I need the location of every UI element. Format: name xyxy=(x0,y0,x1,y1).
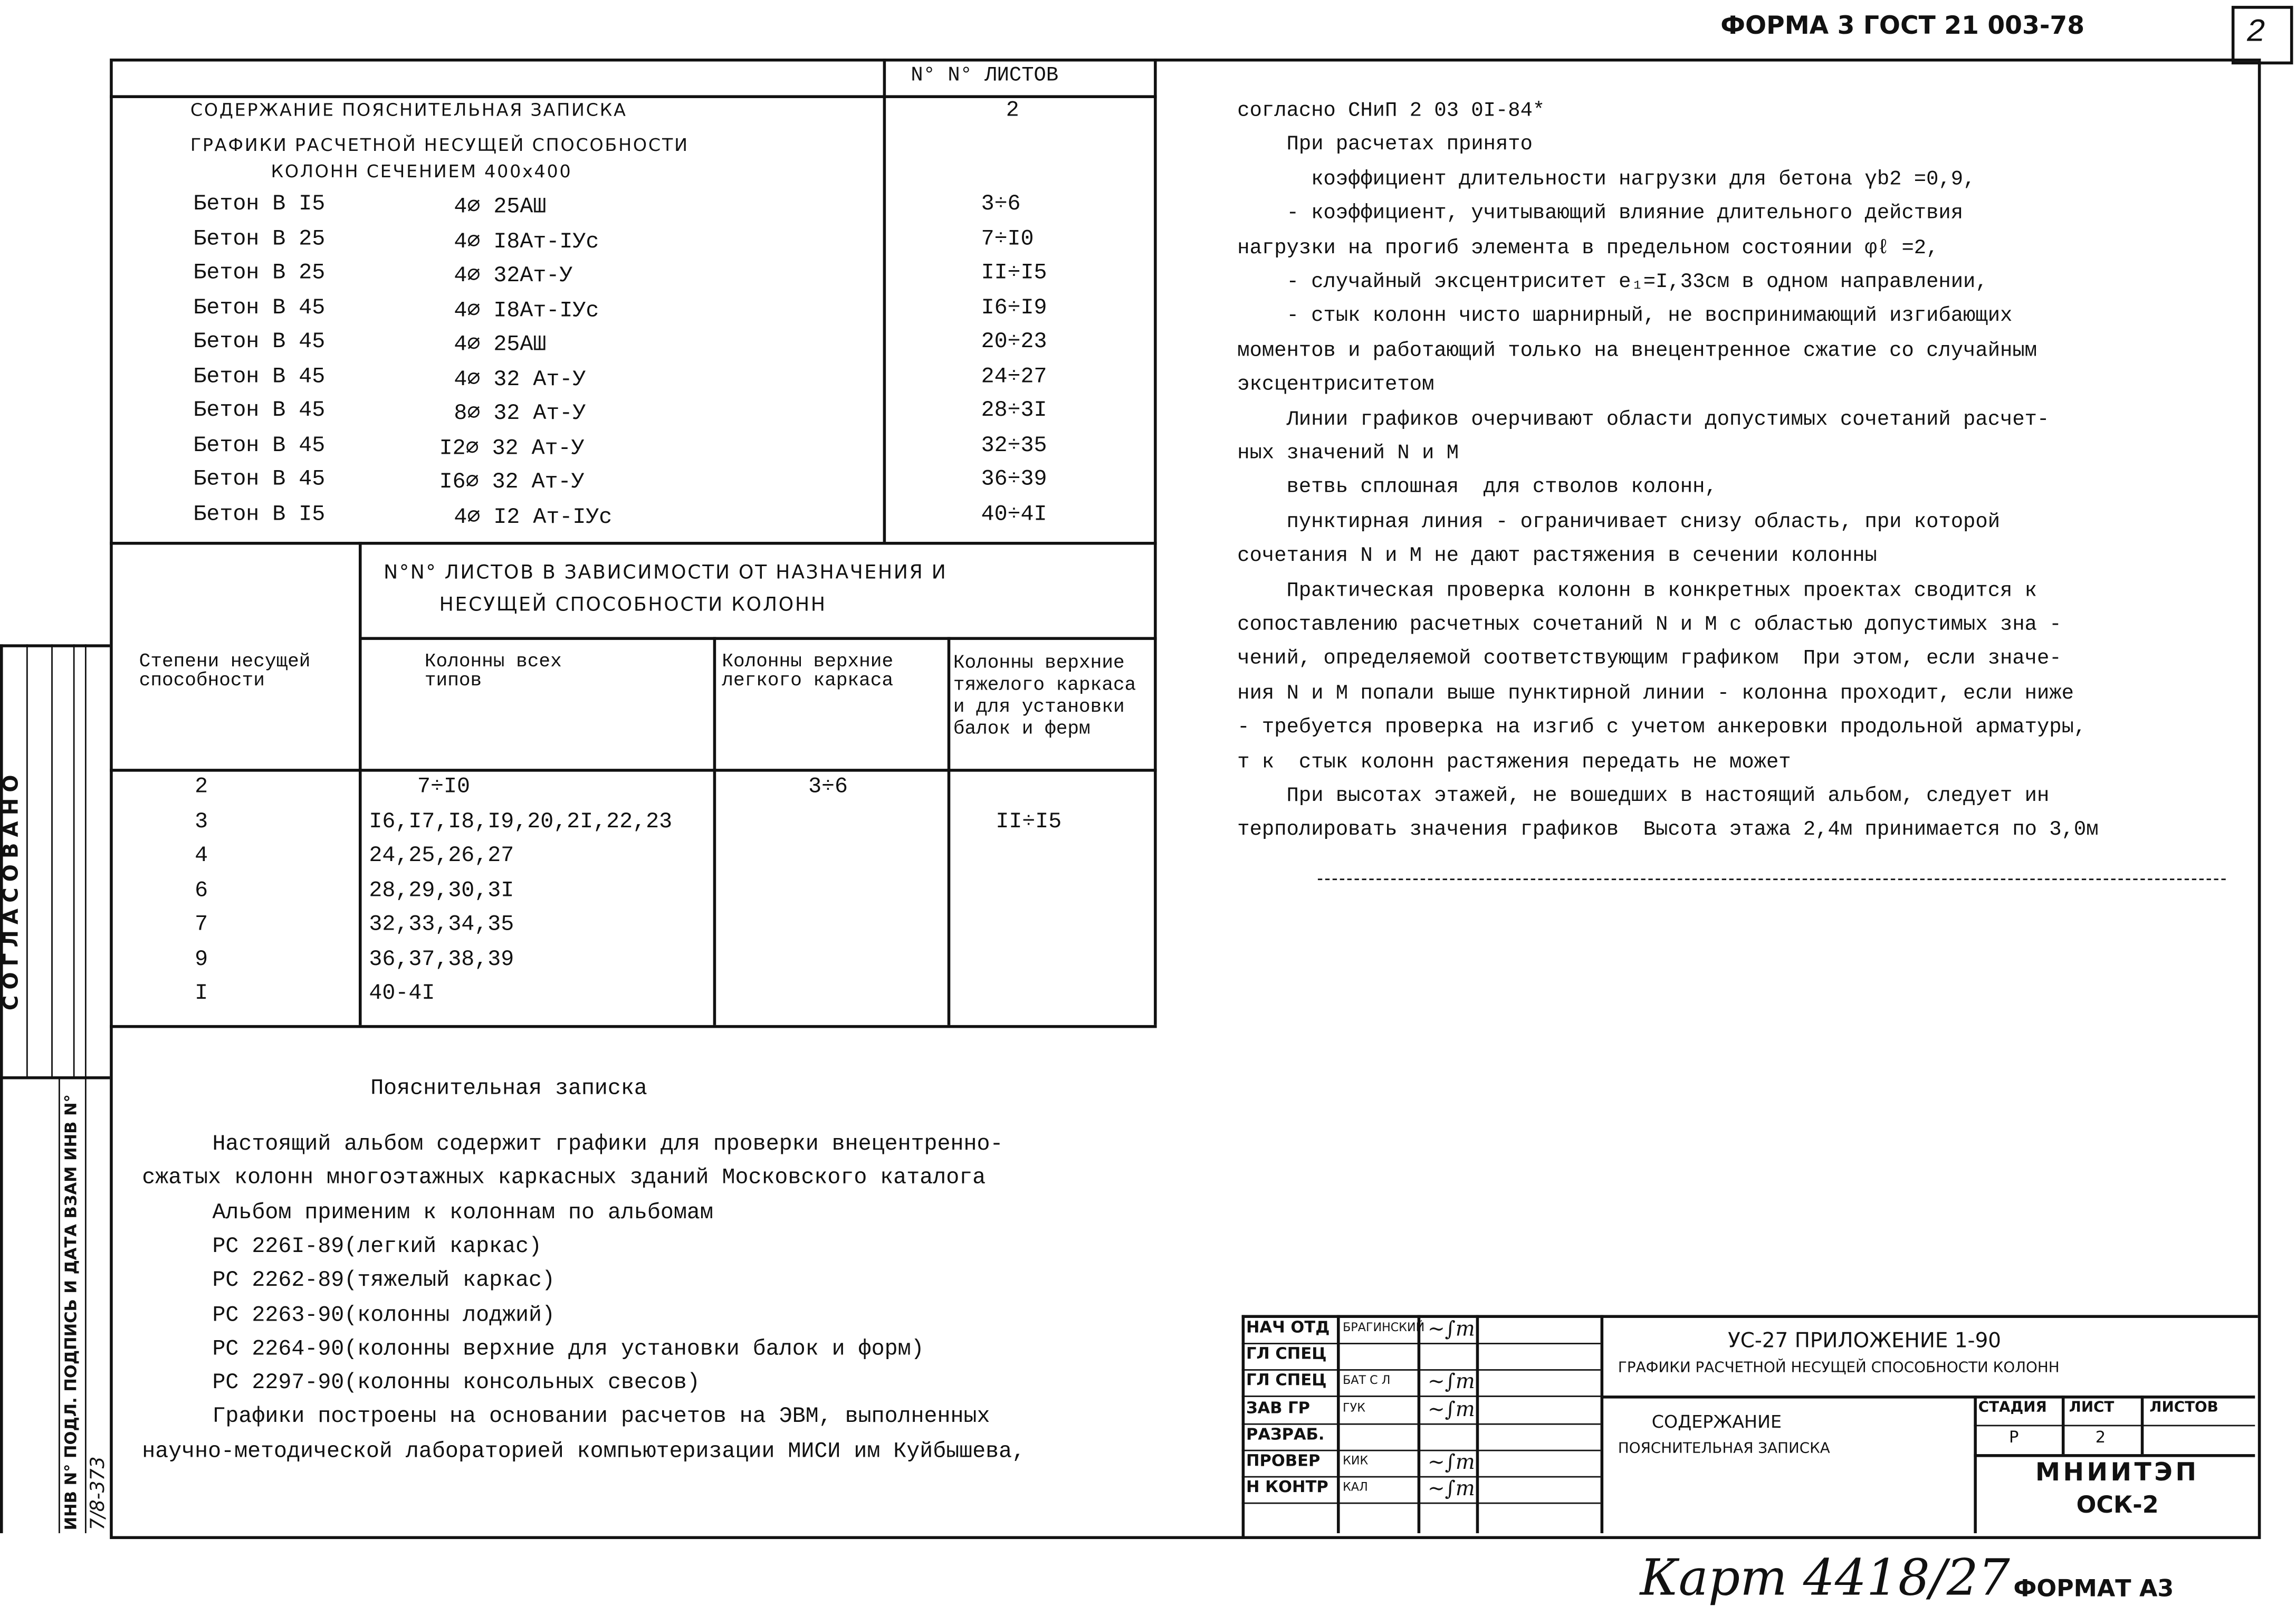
notes-line: согласно СНиП 2 03 0I-84* xyxy=(1237,99,1545,123)
project-code: УС-27 ПРИЛОЖЕНИЕ 1-90 xyxy=(1728,1330,2002,1353)
notes-line: сочетания N и M не дают растяжения в сечении колонны xyxy=(1237,545,1877,569)
notes-line: ных значений N и M xyxy=(1237,442,1459,466)
all-types-sheets: 24,25,26,27 xyxy=(369,843,514,868)
role-label: РАЗРАБ. xyxy=(1246,1424,1325,1444)
rebar-spec: 4⌀ 25АШ xyxy=(454,332,547,358)
note-line: РС 2263-90(колонны лоджий) xyxy=(212,1302,556,1327)
contents-row-title: СОДЕРЖАНИЕ ПОЯСНИТЕЛЬНАЯ ЗАПИСКА xyxy=(190,99,627,120)
sheet-corner-number: 2 xyxy=(2246,14,2266,52)
stage-label: СТАДИЯ xyxy=(1978,1400,2047,1416)
signatory-name: КИК xyxy=(1343,1454,1369,1468)
sheet-range: 20÷23 xyxy=(981,329,1047,355)
note-line: РС 2264-90(колонны верхние для установки балок и форм) xyxy=(212,1336,924,1362)
note-line: РС 2262-89(тяжелый каркас) xyxy=(212,1268,556,1294)
sheet-range: II÷I5 xyxy=(981,261,1047,286)
rebar-spec: 4⌀ 32 Ат-У xyxy=(454,367,586,392)
notes-line: ветвь сплошная для стволов колонн, xyxy=(1237,476,1717,500)
concrete-class: Бетон В 25 xyxy=(193,261,326,286)
notes-line: сопоставлению расчетных сочетаний N и M с областью допустимых зна - xyxy=(1237,613,2062,637)
concrete-class: Бетон В 25 xyxy=(193,226,326,251)
role-label: ГЛ СПЕЦ xyxy=(1246,1344,1327,1364)
role-label: Н КОНТР xyxy=(1246,1478,1328,1497)
rebar-spec: 4⌀ I8Ат-IУс xyxy=(454,229,599,254)
sheet-title-line2: ПОЯСНИТЕЛЬНАЯ ЗАПИСКА xyxy=(1618,1441,1830,1457)
approved-stamp: СОГЛАСОВАНО xyxy=(0,769,24,1011)
rebar-spec: 4⌀ 25АШ xyxy=(454,195,547,220)
capacity-degree: 6 xyxy=(195,877,208,903)
signature: ~∫m xyxy=(1428,1398,1475,1421)
header-heavy-frame: Колонны верхние тяжелого каркаса и для установки балок и ферм xyxy=(953,652,1136,740)
header-light-frame: Колонны верхние легкого каркаса xyxy=(722,650,894,692)
rebar-spec: 4⌀ I8Ат-IУс xyxy=(454,298,599,323)
notes-line: - коэффициент, учитывающий влияние длительного действия xyxy=(1237,202,1964,226)
rebar-spec: 4⌀ I2 Ат-IУс xyxy=(454,504,613,530)
sheets-column-header: N° N° ЛИСТОВ xyxy=(911,64,1059,88)
note-line: научно-методической лабораторией компьютеризации МИСИ им Куйбышева, xyxy=(142,1439,1026,1464)
note-line: РС 226I-89(легкий каркас) xyxy=(212,1234,542,1259)
sheet-value: 2 xyxy=(2095,1428,2106,1447)
notes-line: - требуется проверка на изгиб с учетом анкеровки продольной арматуры, xyxy=(1237,716,2087,740)
note-line: Графики построены на основании расчетов на ЭВМ, выполненных xyxy=(212,1404,990,1430)
notes-line: пунктирная линия - ограничивает снизу область, при которой xyxy=(1237,511,2001,534)
concrete-class: Бетон В 45 xyxy=(193,329,326,355)
concrete-class: Бетон В 45 xyxy=(193,398,326,424)
notes-line: При расчетах принято xyxy=(1237,133,1533,158)
note-title: Пояснительная записка xyxy=(370,1076,647,1102)
notes-line: Практическая проверка колонн в конкретных проектах сводится к xyxy=(1237,579,2037,603)
inventory-number: 7/8-373 xyxy=(88,1456,110,1531)
archive-number: Карт 4418/27 xyxy=(1640,1549,2010,1608)
sheet-range: 32÷35 xyxy=(981,433,1047,458)
stage-value: Р xyxy=(2008,1428,2019,1447)
notes-line: нагрузки на прогиб элемента в предельном состоянии φℓ =2, xyxy=(1237,236,1939,260)
sheet-range: 24÷27 xyxy=(981,364,1047,389)
note-line: РС 2297-90(колонны консольных свесов) xyxy=(212,1371,700,1396)
capacity-table-title-2: НЕСУЩЕЙ СПОСОБНОСТИ КОЛОНН xyxy=(439,594,827,617)
notes-line: терполировать значения графиков Высота этажа 2,4м принимается по 3,0м xyxy=(1237,819,2099,843)
light-frame-sheets: 3÷6 xyxy=(808,775,848,800)
sheets-label: ЛИСТОВ xyxy=(2149,1400,2218,1416)
inventory-column-label: ИНВ N° ПОДЛ. ПОДПИСЬ И ДАТА ВЗАМ ИНВ N° xyxy=(61,1094,81,1531)
notes-line: - случайный эксцентриситет e₁=I,33см в одном направлении, xyxy=(1237,271,1988,294)
contents-row-sheets: 2 xyxy=(1006,98,1019,123)
sheet-label: ЛИСТ xyxy=(2069,1400,2115,1416)
concrete-class: Бетон В I5 xyxy=(193,501,326,527)
capacity-degree: 3 xyxy=(195,809,208,834)
sheet-corner-box xyxy=(2232,6,2293,64)
signatory-name: ГУК xyxy=(1343,1401,1365,1415)
sheet-range: 28÷3I xyxy=(981,398,1047,424)
concrete-class: Бетон В 45 xyxy=(193,295,326,320)
all-types-sheets: 7÷I0 xyxy=(417,775,470,800)
signature: ~∫m xyxy=(1428,1451,1475,1475)
concrete-class: Бетон В 45 xyxy=(193,433,326,458)
signatory-name: БАТ С Л xyxy=(1343,1374,1391,1388)
format-label: ФОРМАТ А3 xyxy=(2013,1574,2174,1602)
capacity-degree: 9 xyxy=(195,947,208,972)
capacity-degree: 4 xyxy=(195,843,208,868)
concrete-class: Бетон В 45 xyxy=(193,467,326,492)
concrete-class: Бетон В I5 xyxy=(193,192,326,217)
note-line: Настоящий альбом содержит графики для проверки внецентренно- xyxy=(212,1132,1003,1157)
capacity-degree: 7 xyxy=(195,912,208,938)
form-label: ФОРМА 3 ГОСТ 21 003-78 xyxy=(1720,12,2085,41)
header-degree: Степени несущей способности xyxy=(139,650,311,692)
signatory-name: КАЛ xyxy=(1343,1480,1368,1494)
organization: МНИИТЭП xyxy=(2035,1458,2199,1488)
concrete-class: Бетон В 45 xyxy=(193,364,326,389)
sheet-range: 40÷4I xyxy=(981,501,1047,527)
rebar-spec: 4⌀ 32Ат-У xyxy=(454,263,573,289)
notes-line: коэффициент длительности нагрузки для бетона γb2 =0,9, xyxy=(1237,168,1976,192)
all-types-sheets: I6,I7,I8,I9,20,2I,22,23 xyxy=(369,809,673,834)
sheet-range: 36÷39 xyxy=(981,467,1047,492)
notes-line: ния N и M попали выше пунктирной линии - колонна проходит, если ниже xyxy=(1237,682,2074,706)
role-label: ПРОВЕР xyxy=(1246,1451,1321,1470)
sheet-range: 3÷6 xyxy=(981,192,1021,217)
rebar-spec: I6⌀ 32 Ат-У xyxy=(439,470,585,495)
capacity-degree: 2 xyxy=(195,775,208,800)
role-label: ГЛ СПЕЦ xyxy=(1246,1371,1327,1391)
all-types-sheets: 32,33,34,35 xyxy=(369,912,514,938)
rebar-spec: 8⌀ 32 Ат-У xyxy=(454,401,586,426)
notes-line: - стык колонн чисто шарнирный, не воспринимающий изгибающих xyxy=(1237,305,2013,329)
contents-row-title: КОЛОНН СЕЧЕНИЕМ 400х400 xyxy=(271,161,572,182)
header-all-types: Колонны всех типов xyxy=(424,650,562,692)
notes-line: моментов и работающий только на внецентренное сжатие со случайным xyxy=(1237,339,2037,363)
heavy-frame-sheets: II÷I5 xyxy=(996,809,1062,834)
all-types-sheets: 28,29,30,3I xyxy=(369,877,514,903)
sheet-title-line1: СОДЕРЖАНИЕ xyxy=(1651,1411,1782,1432)
notes-line: чений, определяемой соответствующим графиком При этом, если значе- xyxy=(1237,647,2062,672)
signatory-name: БРАГИНСКИЙ xyxy=(1343,1321,1425,1334)
all-types-sheets: 36,37,38,39 xyxy=(369,947,514,972)
sheet-range: 7÷I0 xyxy=(981,226,1034,251)
sheet-range: I6÷I9 xyxy=(981,295,1047,320)
note-line: Альбом применим к колоннам по альбомам xyxy=(212,1200,713,1225)
rebar-spec: I2⌀ 32 Ат-У xyxy=(439,435,585,461)
project-subtitle: ГРАФИКИ РАСЧЕТНОЙ НЕСУЩЕЙ СПОСОБНОСТИ КОЛОНН xyxy=(1618,1360,2060,1377)
drawing-code: ОСК-2 xyxy=(2076,1490,2159,1519)
role-label: НАЧ ОТД xyxy=(1246,1317,1330,1337)
contents-row-title: ГРАФИКИ РАСЧЕТНОЙ НЕСУЩЕЙ СПОСОБНОСТИ xyxy=(190,135,689,156)
notes-line: Линии графиков очерчивают области допустимых сочетаний расчет- xyxy=(1237,408,2050,432)
notes-line: При высотах этажей, не вошедших в настоящий альбом, следует ин xyxy=(1237,785,2050,809)
notes-line: т к стык колонн растяжения передать не может xyxy=(1237,750,1791,775)
all-types-sheets: 40-4I xyxy=(369,981,435,1006)
notes-line: эксцентриситетом xyxy=(1237,374,1434,397)
note-line: сжатых колонн многоэтажных каркасных зданий Московского каталога xyxy=(142,1166,986,1191)
capacity-table-title: N°N° ЛИСТОВ В ЗАВИСИМОСТИ ОТ НАЗНАЧЕНИЯ И xyxy=(384,562,948,585)
signature: ~∫m xyxy=(1428,1371,1475,1395)
signature: ~∫m xyxy=(1428,1317,1475,1342)
capacity-degree: I xyxy=(195,981,208,1006)
signature: ~∫m xyxy=(1428,1478,1475,1502)
role-label: ЗАВ ГР xyxy=(1246,1398,1310,1417)
